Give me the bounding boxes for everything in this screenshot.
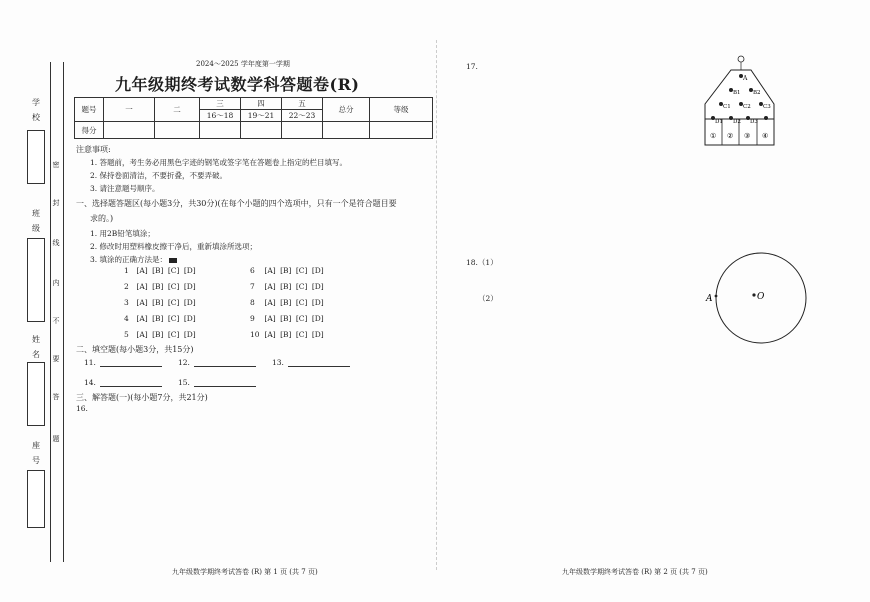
seal-char: 内 <box>52 279 60 287</box>
page-title: 九年级期终考试数学科答题卷(R) <box>115 75 360 94</box>
bubble-c[interactable]: [C] <box>295 298 308 307</box>
blank-12: 12. <box>178 358 256 367</box>
score-cell[interactable] <box>200 122 241 139</box>
question-16-label: 16. <box>76 404 88 413</box>
bubble-c[interactable]: [C] <box>167 330 180 339</box>
peg-label: B2 <box>753 90 761 96</box>
bubble-row: 3 [A] [B] [C] [D] <box>124 298 196 307</box>
bubble-a[interactable]: [A] <box>136 298 148 307</box>
bubble-a[interactable]: [A] <box>264 314 276 323</box>
notice-item: 1. 答题前，考生务必用黑色字迹的钢笔或签字笔在答题卷上指定的栏目填写。 <box>90 158 348 167</box>
slot-label: ④ <box>762 132 769 140</box>
bubble-d[interactable]: [D] <box>311 298 324 307</box>
section1-item: 1. 用2B铅笔填涂； <box>90 229 155 238</box>
bubble-a[interactable]: [A] <box>136 266 148 275</box>
seal-char: 答 <box>52 393 60 401</box>
peg-label: C2 <box>743 104 751 110</box>
blank-15: 15. <box>178 378 256 387</box>
notice-item: 2. 保持卷面清洁，不要折叠，不要弄破。 <box>90 171 228 180</box>
bubble-a[interactable]: [A] <box>136 314 148 323</box>
bubble-row: 5 [A] [B] [C] [D] <box>124 330 196 339</box>
question-18-part1-label: 18.（1） <box>466 258 498 267</box>
peg-label: D3 <box>750 119 758 125</box>
score-cell[interactable] <box>155 122 200 139</box>
blank-11: 11. <box>84 358 162 367</box>
bubble-d[interactable]: [D] <box>183 330 196 339</box>
score-cell[interactable] <box>323 122 370 139</box>
bubble-row: 9 [A] [B] [C] [D] <box>250 314 324 323</box>
blank-13: 13. <box>272 358 350 367</box>
score-table-header: 总分 <box>323 98 370 122</box>
footer-left: 九年级数学期终考试答卷 (R) 第 1 页 (共 7 页) <box>172 568 318 576</box>
bubble-d[interactable]: [D] <box>311 282 324 291</box>
peg-label: D2 <box>733 119 741 125</box>
notice-item: 3. 请注意题号顺序。 <box>90 184 160 193</box>
section1-heading: 一、选择题答题区(每小题3分，共30分)(在每个小题的四个选项中，只有一个是符合题目要 <box>76 199 397 208</box>
class-field-box[interactable] <box>27 238 45 322</box>
term-label: 2024～2025 学年度第一学期 <box>196 60 290 68</box>
section1-heading-cont: 求的。) <box>90 214 114 223</box>
score-table-subheader: 19～21 <box>241 110 282 122</box>
bubble-c[interactable]: [C] <box>167 298 180 307</box>
bubble-row: 7 [A] [B] [C] [D] <box>250 282 324 291</box>
circle-figure <box>700 248 810 348</box>
bubble-b[interactable]: [B] <box>280 330 292 339</box>
blank-14: 14. <box>84 378 162 387</box>
seal-char: 密 <box>52 161 60 169</box>
binding-line-outer <box>50 62 51 562</box>
score-table-header: 二 <box>155 98 200 122</box>
bubble-c[interactable]: [C] <box>167 266 180 275</box>
bubble-row: 6 [A] [B] [C] [D] <box>250 266 324 275</box>
notice-heading: 注意事项: <box>76 145 111 154</box>
peg-label: A <box>743 75 748 82</box>
section1-item-text: 3. 填涂的正确方法是： <box>90 255 168 264</box>
bubble-b[interactable]: [B] <box>152 298 164 307</box>
answer-blank[interactable] <box>194 358 256 367</box>
bubble-d[interactable]: [D] <box>311 266 324 275</box>
ball-icon <box>738 56 744 62</box>
score-cell[interactable] <box>104 122 155 139</box>
slot-label: ② <box>727 132 734 140</box>
answer-area-18[interactable] <box>480 305 690 545</box>
bubble-a[interactable]: [A] <box>264 330 276 339</box>
bubble-row: 10 [A] [B] [C] [D] <box>250 330 324 339</box>
bubble-a[interactable]: [A] <box>136 282 148 291</box>
bubble-c[interactable]: [C] <box>295 282 308 291</box>
bubble-c[interactable]: [C] <box>295 314 308 323</box>
seal-char: 不 <box>52 317 60 325</box>
bubble-a[interactable]: [A] <box>136 330 148 339</box>
bubble-b[interactable]: [B] <box>152 314 164 323</box>
section1-item <box>90 254 177 265</box>
bubble-a[interactable]: [A] <box>264 298 276 307</box>
score-cell[interactable] <box>241 122 282 139</box>
score-cell[interactable] <box>370 122 433 139</box>
bubble-b[interactable]: [B] <box>280 266 292 275</box>
bubble-d[interactable]: [D] <box>183 314 196 323</box>
score-table-header: 一 <box>104 98 155 122</box>
bubble-d[interactable]: [D] <box>311 314 324 323</box>
bubble-d[interactable]: [D] <box>183 266 196 275</box>
bubble-d[interactable]: [D] <box>183 282 196 291</box>
name-field-box[interactable] <box>27 362 45 426</box>
bubble-d[interactable]: [D] <box>183 298 196 307</box>
seal-char: 题 <box>52 435 60 443</box>
question-16-answer-area[interactable] <box>74 416 434 556</box>
peg-label: D1 <box>715 119 723 125</box>
peg-label: B1 <box>733 90 741 96</box>
page-divider <box>436 40 437 570</box>
bubble-b[interactable]: [B] <box>280 282 292 291</box>
school-field-box[interactable] <box>27 130 45 184</box>
bubble-a[interactable]: [A] <box>264 282 276 291</box>
bubble-c[interactable]: [C] <box>167 282 180 291</box>
score-cell[interactable] <box>282 122 323 139</box>
bubble-row: 2 [A] [B] [C] [D] <box>124 282 196 291</box>
question-17-label: 17. <box>466 62 478 71</box>
bubble-b[interactable]: [B] <box>280 314 292 323</box>
section2-heading: 二、填空题(每小题3分，共15分) <box>76 345 194 354</box>
score-table-header: 五 <box>282 98 323 110</box>
bubble-row: 1 [A] [B] [C] [D] <box>124 266 196 275</box>
answer-blank[interactable] <box>194 378 256 387</box>
section1-item: 2. 修改时用塑料橡皮擦干净后，重新填涂所选项； <box>90 242 258 251</box>
name-label: 姓 名 <box>32 335 40 359</box>
binding-line-inner <box>63 62 64 562</box>
bubble-c[interactable]: [C] <box>167 314 180 323</box>
bubble-b[interactable]: [B] <box>152 266 164 275</box>
score-table-header: 三 <box>200 98 241 110</box>
question-18-part2-label: （2） <box>478 294 498 303</box>
seat-label: 座 号 <box>32 441 40 465</box>
seal-char: 封 <box>52 199 60 207</box>
point-a-label: A <box>706 294 713 304</box>
footer-right: 九年级数学期终考试答卷 (R) 第 2 页 (共 7 页) <box>562 568 708 576</box>
score-table-header: 四 <box>241 98 282 110</box>
bubble-b[interactable]: [B] <box>280 298 292 307</box>
peg-label: C3 <box>763 104 771 110</box>
bubble-c[interactable]: [C] <box>295 330 308 339</box>
bubble-d[interactable]: [D] <box>311 330 324 339</box>
score-table-subheader: 22～23 <box>282 110 323 122</box>
bubble-c[interactable]: [C] <box>295 266 308 275</box>
answer-blank[interactable] <box>100 358 162 367</box>
bubble-row: 8 [A] [B] [C] [D] <box>250 298 324 307</box>
seal-char: 线 <box>52 239 60 247</box>
seat-field-box[interactable] <box>27 470 45 528</box>
point-o-label: O <box>757 292 765 302</box>
class-label: 班 级 <box>32 209 40 233</box>
galton-board-figure <box>700 54 780 154</box>
bubble-row: 4 [A] [B] [C] [D] <box>124 314 196 323</box>
score-table-header: 等级 <box>370 98 433 122</box>
seal-char: 要 <box>52 355 60 363</box>
score-row-label: 得分 <box>75 122 104 139</box>
answer-blank[interactable] <box>288 358 350 367</box>
score-table-header: 题号 <box>75 98 104 122</box>
score-table <box>74 97 433 139</box>
answer-blank[interactable] <box>100 378 162 387</box>
school-label: 学 校 <box>32 98 40 122</box>
slot-label: ① <box>710 132 717 140</box>
score-table-subheader: 16～18 <box>200 110 241 122</box>
bubble-a[interactable]: [A] <box>264 266 276 275</box>
section3-heading: 三、解答题(一)(每小题7分，共21分) <box>76 393 208 402</box>
peg-label: C1 <box>723 104 731 110</box>
answer-area-17[interactable] <box>480 72 690 242</box>
bubble-b[interactable]: [B] <box>152 282 164 291</box>
slot-label: ③ <box>744 132 751 140</box>
bubble-b[interactable]: [B] <box>152 330 164 339</box>
filled-mark-icon <box>169 258 177 263</box>
